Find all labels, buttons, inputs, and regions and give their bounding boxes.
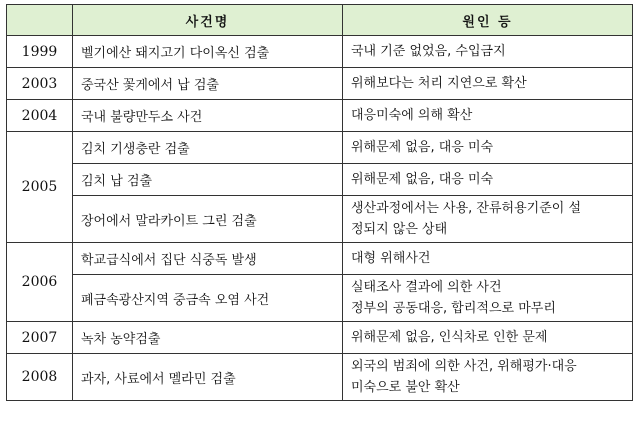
incident-table-container <box>6 4 633 401</box>
cause-line: 국내 기준 없었음, 수입금지 <box>351 44 506 59</box>
cause-line: 생산과정에서는 사용, 잔류허용기준이 설 <box>351 201 582 216</box>
table-row <box>7 354 633 401</box>
cause-line: 대응미숙에 의해 확산 <box>351 108 473 123</box>
table-row <box>7 68 633 100</box>
table-row <box>7 196 633 243</box>
table-row <box>7 132 633 164</box>
incident-cell: 학교급식에서 집단 식중독 발생 <box>73 243 343 275</box>
header-cause: 원인 등 <box>343 5 633 36</box>
table-row <box>7 243 633 275</box>
cause-line: 정되지 않은 상태 <box>351 222 448 237</box>
cause-cell <box>343 68 633 100</box>
food-safety-incident-table <box>6 4 633 401</box>
cause-cell <box>343 196 633 243</box>
table-row <box>7 36 633 68</box>
cause-line: 정부의 공동대응, 합리적으로 마무리 <box>351 301 556 316</box>
incident-cell: 벨기에산 돼지고기 다이옥신 검출 <box>73 36 343 68</box>
table-row <box>7 322 633 354</box>
incident-cell: 과자, 사료에서 멜라민 검출 <box>73 354 343 401</box>
cause-line: 실태조사 결과에 의한 사건 <box>351 280 502 295</box>
cause-cell <box>343 132 633 164</box>
year-cell: 2004 <box>7 100 73 132</box>
incident-cell: 중국산 꽃게에서 납 검출 <box>73 68 343 100</box>
year-cell: 2006 <box>7 243 73 322</box>
cause-cell <box>343 243 633 275</box>
cause-cell <box>343 36 633 68</box>
year-cell: 2008 <box>7 354 73 401</box>
cause-line: 위해문제 없음, 대응 미숙 <box>351 140 494 155</box>
header-incident: 사건명 <box>73 5 343 36</box>
cause-cell <box>343 354 633 401</box>
incident-cell: 폐금속광산지역 중금속 오염 사건 <box>73 275 343 322</box>
year-cell: 2007 <box>7 322 73 354</box>
incident-cell: 녹차 농약검출 <box>73 322 343 354</box>
year-cell: 1999 <box>7 36 73 68</box>
cause-line: 대형 위해사건 <box>351 251 431 266</box>
cause-line: 위해문제 없음, 인식차로 인한 문제 <box>351 330 548 345</box>
cause-cell <box>343 275 633 322</box>
cause-line: 외국의 범죄에 의한 사건, 위해평가·대응 <box>351 359 577 374</box>
table-row <box>7 275 633 322</box>
incident-cell: 김치 납 검출 <box>73 164 343 196</box>
incident-cell: 국내 불량만두소 사건 <box>73 100 343 132</box>
year-cell: 2005 <box>7 132 73 243</box>
year-cell: 2003 <box>7 68 73 100</box>
incident-cell: 장어에서 말라카이트 그린 검출 <box>73 196 343 243</box>
cause-cell <box>343 100 633 132</box>
header-row <box>7 5 633 36</box>
table-row <box>7 100 633 132</box>
table-row <box>7 164 633 196</box>
cause-cell <box>343 164 633 196</box>
header-year <box>7 5 73 36</box>
cause-line: 위해문제 없음, 대응 미숙 <box>351 172 494 187</box>
cause-cell <box>343 322 633 354</box>
cause-line: 위해보다는 처리 지연으로 확산 <box>351 76 527 91</box>
incident-cell: 김치 기생충란 검출 <box>73 132 343 164</box>
cause-line: 미숙으로 불안 확산 <box>351 380 460 395</box>
